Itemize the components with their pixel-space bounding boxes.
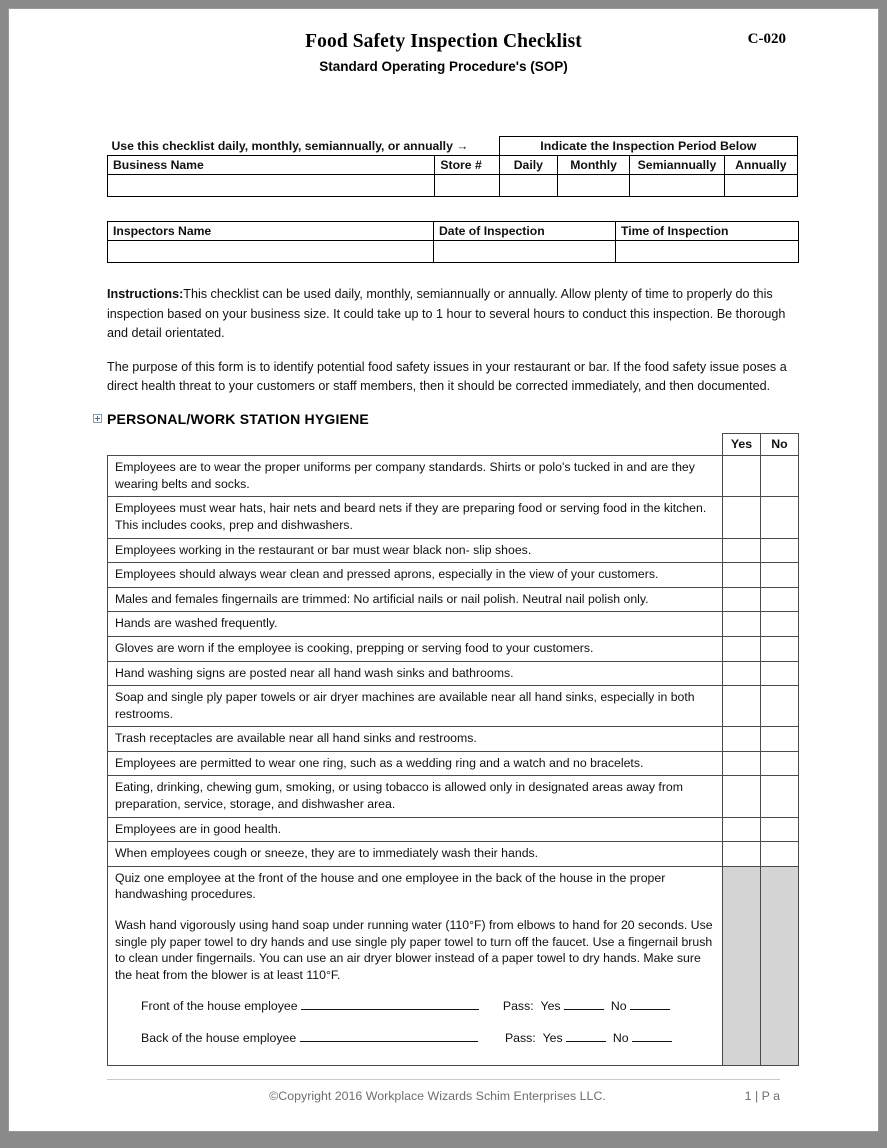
- checklist-item-text: Soap and single ply paper towels or air dryer machines are available near all hand sinks, especially in both restrooms.: [108, 686, 723, 727]
- field-monthly[interactable]: [557, 175, 629, 197]
- table-row: [108, 587, 799, 612]
- quiz-front-yes-line[interactable]: [564, 997, 604, 1010]
- checklist-table: [107, 433, 799, 1066]
- table-row: [108, 817, 799, 842]
- table-row: [108, 636, 799, 661]
- table-row: [108, 563, 799, 588]
- instructions-paragraph-2: The purpose of this form is to identify potential food safety issues in your restaurant or bar. If the food safety issue poses a direct health threat to your customers or staff members, then it should be corrected immediately, and then documented.: [107, 359, 787, 394]
- document-header: [9, 9, 878, 74]
- quiz-back-row: [141, 1029, 717, 1047]
- checklist-item-text: Gloves are worn if the employee is cooking, prepping or serving food to your customers.: [108, 636, 723, 661]
- checkbox-yes[interactable]: [723, 842, 761, 867]
- period-header: Indicate the Inspection Period Below: [499, 137, 797, 156]
- section-heading: [107, 411, 878, 427]
- field-store-number[interactable]: [435, 175, 499, 197]
- checklist-item-text: Employees must wear hats, hair nets and beard nets if they are preparing food or serving food in the kitchen. This includes cooks, prep and dishwashers.: [108, 497, 723, 538]
- checklist-item-text: Trash receptacles are available near all hand sinks and restrooms.: [108, 727, 723, 752]
- checkbox-no[interactable]: [761, 563, 799, 588]
- footer-page-number: 1 | P a: [744, 1089, 780, 1103]
- checklist-item-text: Males and females fingernails are trimmed: No artificial nails or nail polish. Neutral nail polish only.: [108, 587, 723, 612]
- checkbox-no[interactable]: [761, 751, 799, 776]
- quiz-front-name-line[interactable]: [301, 997, 479, 1010]
- quiz-front-yes-label: Yes: [540, 999, 561, 1014]
- checkbox-yes[interactable]: [723, 587, 761, 612]
- quiz-yes-blocked: [723, 866, 761, 1065]
- checklist-item-text: Employees are permitted to wear one ring, such as a wedding ring and a watch and no bracelets.: [108, 751, 723, 776]
- table-row: [108, 776, 799, 817]
- field-semiannually[interactable]: [630, 175, 724, 197]
- table-row: [108, 456, 799, 497]
- inspector-table: [107, 221, 799, 263]
- table-row: [108, 538, 799, 563]
- header-spacer: [108, 433, 723, 456]
- expand-icon[interactable]: [93, 414, 102, 423]
- checklist-item-text: Hands are washed frequently.: [108, 612, 723, 637]
- checkbox-no[interactable]: [761, 842, 799, 867]
- field-business-name[interactable]: [108, 175, 435, 197]
- quiz-back-yes-line[interactable]: [566, 1029, 606, 1042]
- page-subtitle: Standard Operating Procedure's (SOP): [319, 59, 568, 74]
- checklist-header-row: [108, 433, 799, 456]
- section-title: PERSONAL/WORK STATION HYGIENE: [107, 410, 369, 427]
- quiz-row: [108, 866, 799, 1065]
- checkbox-yes[interactable]: [723, 686, 761, 727]
- checkbox-yes[interactable]: [723, 456, 761, 497]
- checklist-item-text: Employees are in good health.: [108, 817, 723, 842]
- checkbox-no[interactable]: [761, 776, 799, 817]
- checkbox-yes[interactable]: [723, 661, 761, 686]
- inspection-period-table: [107, 136, 798, 197]
- table-row: [108, 727, 799, 752]
- instructions-label: Instructions:: [107, 287, 184, 301]
- checklist-item-text: Employees working in the restaurant or bar must wear black non- slip shoes.: [108, 538, 723, 563]
- checkbox-yes[interactable]: [723, 727, 761, 752]
- checkbox-no[interactable]: [761, 686, 799, 727]
- quiz-intro: Quiz one employee at the front of the house and one employee in the back of the house in the proper handwashing procedures.: [115, 870, 666, 902]
- table-row: [108, 686, 799, 727]
- col-business-name: Business Name: [108, 156, 435, 175]
- page-title: Food Safety Inspection Checklist: [305, 31, 582, 52]
- field-time-of-inspection[interactable]: [616, 241, 799, 263]
- quiz-back-no-line[interactable]: [632, 1029, 672, 1042]
- quiz-back-yes-label: Yes: [542, 1031, 563, 1046]
- instructions-block: [107, 285, 789, 397]
- checkbox-no[interactable]: [761, 817, 799, 842]
- quiz-no-blocked: [761, 866, 799, 1065]
- header-yes: Yes: [723, 433, 761, 456]
- field-date-of-inspection[interactable]: [434, 241, 616, 263]
- quiz-front-no-line[interactable]: [630, 997, 670, 1010]
- field-inspectors-name[interactable]: [108, 241, 434, 263]
- col-inspectors-name: Inspectors Name: [108, 222, 434, 241]
- quiz-back-label: Back of the house employee: [141, 1031, 297, 1046]
- col-daily: Daily: [499, 156, 557, 175]
- checkbox-no[interactable]: [761, 538, 799, 563]
- col-date-of-inspection: Date of Inspection: [434, 222, 616, 241]
- checkbox-no[interactable]: [761, 497, 799, 538]
- quiz-front-label: Front of the house employee: [141, 999, 298, 1014]
- checkbox-no[interactable]: [761, 727, 799, 752]
- quiz-back-name-line[interactable]: [300, 1029, 478, 1042]
- quiz-gap-3: [115, 1015, 717, 1029]
- instructions-text-1: This checklist can be used daily, monthly, semiannually or annually. Allow plenty of time to properly do this inspection based on your business size. It could take up to 1 hour to several hours to conduct this inspection. Be thorough and detail orientated.: [107, 287, 786, 341]
- checkbox-yes[interactable]: [723, 563, 761, 588]
- col-annually: Annually: [724, 156, 797, 175]
- document-code: C-020: [747, 31, 786, 47]
- quiz-procedure: Wash hand vigorously using hand soap under running water (110°F) from elbows to hand for 20 seconds. Use single ply paper towel to dry hands and use single ply paper towel to turn off the faucet. Use a fingernail brush to clean under fingernails. You can use an air dryer blower instead of a paper towel to dry hands. Make sure the heat from the blower is at least 110°F.: [115, 918, 713, 982]
- col-time-of-inspection: Time of Inspection: [616, 222, 799, 241]
- table-row: [108, 661, 799, 686]
- quiz-back-pass-label: Pass:: [504, 1031, 536, 1046]
- quiz-front-row: [141, 997, 717, 1015]
- col-semiannually: Semiannually: [630, 156, 724, 175]
- checklist-item-text: Employees should always wear clean and pressed aprons, especially in the view of your customers.: [108, 563, 723, 588]
- use-checklist-label: Use this checklist daily, monthly, semiannually, or annually →: [111, 138, 469, 153]
- checklist-item-text: When employees cough or sneeze, they are to immediately wash their hands.: [108, 842, 723, 867]
- field-annually[interactable]: [724, 175, 797, 197]
- quiz-back-no-label: No: [612, 1031, 629, 1046]
- instructions-paragraph-1: [107, 285, 789, 344]
- quiz-gap-4: [115, 1047, 717, 1061]
- footer-copyright: ©Copyright 2016 Workplace Wizards Schim Enterprises LLC.: [269, 1089, 606, 1103]
- checkbox-no[interactable]: [761, 456, 799, 497]
- checkbox-yes[interactable]: [723, 751, 761, 776]
- checkbox-yes[interactable]: [723, 636, 761, 661]
- col-store-number: Store #: [435, 156, 499, 175]
- document-page: [8, 8, 879, 1132]
- checkbox-yes[interactable]: [723, 776, 761, 817]
- table-row: [108, 842, 799, 867]
- field-daily[interactable]: [499, 175, 557, 197]
- table-row: [108, 497, 799, 538]
- checkbox-yes[interactable]: [723, 538, 761, 563]
- table-row: [108, 751, 799, 776]
- checkbox-no[interactable]: [761, 636, 799, 661]
- checkbox-yes[interactable]: [723, 817, 761, 842]
- quiz-cell: [108, 866, 723, 1065]
- quiz-gap: [115, 903, 717, 917]
- checklist-item-text: Employees are to wear the proper uniforms per company standards. Shirts or polo's tucked in and are they wearing belts and socks.: [108, 456, 723, 497]
- page-footer: [107, 1079, 780, 1103]
- quiz-front-pass-label: Pass:: [502, 999, 534, 1014]
- checklist-item-text: Hand washing signs are posted near all hand wash sinks and bathrooms.: [108, 661, 723, 686]
- form-tables: [107, 136, 787, 263]
- checkbox-no[interactable]: [761, 661, 799, 686]
- quiz-gap-2: [115, 983, 717, 997]
- checklist-item-text: Eating, drinking, chewing gum, smoking, or using tobacco is allowed only in designated areas away from preparation, service, storage, and dishwasher area.: [108, 776, 723, 817]
- table-row: [108, 612, 799, 637]
- checkbox-no[interactable]: [761, 587, 799, 612]
- checkbox-yes[interactable]: [723, 612, 761, 637]
- col-monthly: Monthly: [557, 156, 629, 175]
- quiz-front-no-label: No: [610, 999, 627, 1014]
- page-content: [9, 9, 878, 1131]
- header-no: No: [761, 433, 799, 456]
- checkbox-no[interactable]: [761, 612, 799, 637]
- checkbox-yes[interactable]: [723, 497, 761, 538]
